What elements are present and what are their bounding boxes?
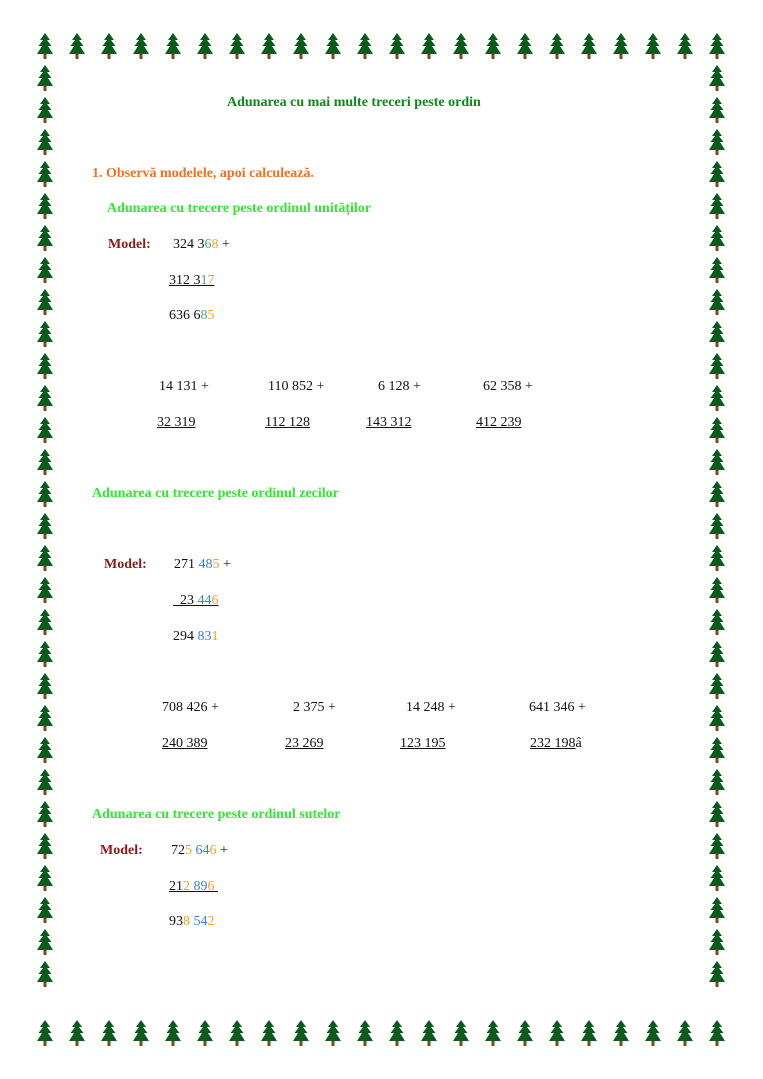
pine-tree-icon [453, 33, 469, 59]
pine-tree-icon [37, 609, 53, 635]
pine-tree-icon [101, 33, 117, 59]
pine-tree-icon [165, 1020, 181, 1046]
pine-tree-icon [37, 577, 53, 603]
pine-tree-icon [709, 961, 725, 987]
pine-tree-icon [709, 417, 725, 443]
pine-tree-icon [709, 577, 725, 603]
pine-tree-icon [37, 97, 53, 123]
pine-tree-icon [37, 737, 53, 763]
section-heading-units: Adunarea cu trecere peste ordinul unităților [107, 201, 372, 216]
pine-tree-icon [357, 33, 373, 59]
pine-tree-icon [197, 33, 213, 59]
exercise-addend-1: 110 852 + [268, 379, 325, 394]
pine-tree-icon [165, 33, 181, 59]
pine-tree-icon [709, 833, 725, 859]
pine-tree-icon [37, 225, 53, 251]
pine-tree-icon [293, 1020, 309, 1046]
pine-tree-icon [709, 449, 725, 475]
model-addend-2: 212 896 [169, 879, 215, 894]
model-label: Model: [100, 843, 143, 858]
exercise-addend-1: 708 426 + [162, 700, 219, 715]
model-addend-1: 324 368 + [173, 237, 230, 252]
exercise-addend-2: 143 312 [366, 415, 412, 430]
pine-tree-icon [293, 33, 309, 59]
exercise-addend-2: 123 195 [400, 736, 446, 751]
model-label: Model: [104, 557, 147, 572]
pine-tree-icon [37, 1020, 53, 1046]
pine-tree-icon [677, 1020, 693, 1046]
pine-tree-icon [709, 865, 725, 891]
pine-tree-icon [709, 545, 725, 571]
pine-tree-icon [709, 705, 725, 731]
exercise-addend-1: 14 248 + [406, 700, 456, 715]
exercise-addend-2: 32 319 [157, 415, 196, 430]
pine-tree-icon [709, 801, 725, 827]
pine-tree-icon [389, 33, 405, 59]
pine-tree-icon [261, 1020, 277, 1046]
pine-tree-icon [37, 801, 53, 827]
pine-tree-icon [709, 97, 725, 123]
pine-tree-icon [133, 33, 149, 59]
pine-tree-icon [37, 385, 53, 411]
pine-tree-icon [709, 33, 725, 59]
pine-tree-icon [485, 33, 501, 59]
pine-tree-icon [421, 1020, 437, 1046]
pine-tree-icon [517, 1020, 533, 1046]
pine-tree-icon [709, 929, 725, 955]
pine-tree-icon [709, 193, 725, 219]
pine-tree-icon [37, 257, 53, 283]
model-label: Model: [108, 237, 151, 252]
pine-tree-icon [37, 161, 53, 187]
pine-tree-icon [37, 673, 53, 699]
model-addend-2: 312 317 [169, 273, 215, 288]
section-heading-hundreds: Adunarea cu trecere peste ordinul sutelor [92, 807, 341, 822]
pine-tree-icon [69, 33, 85, 59]
pine-tree-icon [453, 1020, 469, 1046]
exercise-addend-1: 14 131 + [159, 379, 209, 394]
pine-tree-icon [37, 449, 53, 475]
pine-tree-icon [101, 1020, 117, 1046]
pine-tree-icon [709, 737, 725, 763]
pine-tree-icon [709, 673, 725, 699]
pine-tree-icon [357, 1020, 373, 1046]
pine-tree-icon [37, 833, 53, 859]
pine-tree-icon [645, 1020, 661, 1046]
pine-tree-icon [709, 1020, 725, 1046]
exercise-addend-1: 641 346 + [529, 700, 586, 715]
pine-tree-icon [709, 769, 725, 795]
model-addend-1: 271 485 + [174, 557, 231, 572]
exercise-heading: 1. Observă modelele, apoi calculează. [92, 166, 315, 181]
pine-tree-icon [709, 257, 725, 283]
model-sum: 938 542 [169, 914, 215, 929]
pine-tree-icon [709, 513, 725, 539]
exercise-addend-2: 232 198â [530, 736, 582, 751]
pine-tree-icon [485, 1020, 501, 1046]
pine-tree-icon [613, 1020, 629, 1046]
pine-tree-icon [709, 609, 725, 635]
pine-tree-icon [709, 129, 725, 155]
pine-tree-icon [37, 129, 53, 155]
pine-tree-icon [709, 225, 725, 251]
pine-tree-icon [37, 353, 53, 379]
exercise-addend-2: 412 239 [476, 415, 522, 430]
pine-tree-icon [677, 33, 693, 59]
pine-tree-icon [709, 289, 725, 315]
pine-tree-icon [37, 769, 53, 795]
pine-tree-icon [325, 1020, 341, 1046]
page-title: Adunarea cu mai multe treceri peste ordin [227, 95, 481, 110]
pine-tree-icon [517, 33, 533, 59]
pine-tree-icon [37, 929, 53, 955]
pine-tree-icon [613, 33, 629, 59]
pine-tree-icon [709, 353, 725, 379]
pine-tree-icon [549, 33, 565, 59]
pine-tree-icon [549, 1020, 565, 1046]
model-sum: 636 685 [169, 308, 215, 323]
pine-tree-icon [37, 705, 53, 731]
exercise-addend-1: 6 128 + [378, 379, 421, 394]
pine-tree-icon [709, 481, 725, 507]
pine-tree-icon [581, 33, 597, 59]
pine-tree-icon [37, 289, 53, 315]
pine-tree-icon [261, 33, 277, 59]
pine-tree-icon [133, 1020, 149, 1046]
pine-tree-icon [37, 865, 53, 891]
pine-tree-icon [229, 1020, 245, 1046]
pine-tree-icon [69, 1020, 85, 1046]
pine-tree-icon [421, 33, 437, 59]
model-sum: 294 831 [173, 629, 219, 644]
pine-tree-icon [645, 33, 661, 59]
pine-tree-icon [37, 545, 53, 571]
exercise-addend-2: 112 128 [265, 415, 310, 430]
section-heading-tens: Adunarea cu trecere peste ordinul zecilor [92, 486, 339, 501]
pine-tree-icon [37, 961, 53, 987]
pine-tree-icon [37, 641, 53, 667]
model-addend-2: 23 446 [173, 593, 219, 608]
pine-tree-icon [37, 417, 53, 443]
pine-tree-icon [37, 193, 53, 219]
pine-tree-icon [37, 321, 53, 347]
pine-tree-icon [229, 33, 245, 59]
pine-tree-icon [197, 1020, 213, 1046]
model-addend-1: 725 646 + [171, 843, 228, 858]
pine-tree-icon [37, 513, 53, 539]
pine-tree-icon [581, 1020, 597, 1046]
pine-tree-icon [709, 321, 725, 347]
exercise-addend-2: 23 269 [285, 736, 324, 751]
pine-tree-icon [389, 1020, 405, 1046]
pine-tree-icon [37, 65, 53, 91]
exercise-addend-1: 2 375 + [293, 700, 336, 715]
pine-tree-icon [325, 33, 341, 59]
pine-tree-icon [37, 33, 53, 59]
pine-tree-icon [37, 481, 53, 507]
pine-tree-icon [709, 385, 725, 411]
exercise-addend-1: 62 358 + [483, 379, 533, 394]
pine-tree-icon [709, 161, 725, 187]
pine-tree-icon [709, 641, 725, 667]
pine-tree-icon [37, 897, 53, 923]
pine-tree-icon [709, 897, 725, 923]
pine-tree-icon [709, 65, 725, 91]
exercise-addend-2: 240 389 [162, 736, 208, 751]
